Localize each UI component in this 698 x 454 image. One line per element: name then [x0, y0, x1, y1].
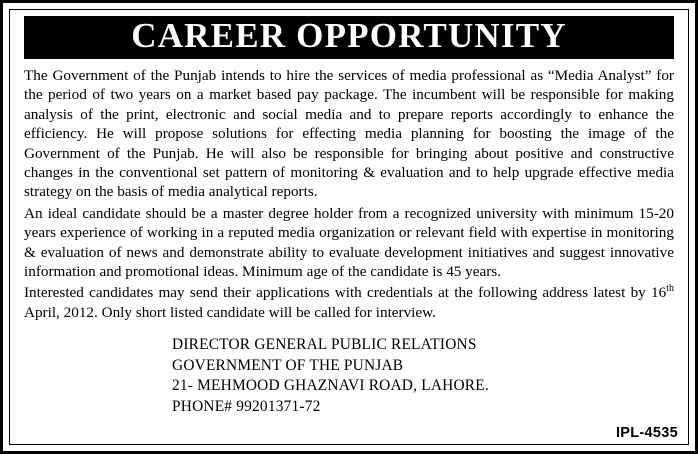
- paragraph-candidate-requirements: An ideal candidate should be a master degree holder from a recognized university with minimum 15-20 years experience of working in a reputed media organization or relevant field with expertise in monitoring & evaluation of news and demonstrate ability to evaluate development initiatives and suggest innovative information and promotional ideas. Minimum age of the candidate is 45 years.: [24, 204, 674, 281]
- paragraph-application-instructions: [24, 283, 674, 322]
- date-ordinal-suffix: th: [666, 283, 674, 295]
- reference-code: IPL-4535: [615, 425, 678, 441]
- signature-line-address: 21- MEHMOOD GHAZNAVI ROAD, LAHORE.: [172, 377, 489, 395]
- paragraph-job-description: The Government of the Punjab intends to hire the services of media professional as “Media Analyst” for the period of two years on a market based pay package. The incumbent will be responsible for making analysis of the print, electronic and social media and to prepare reports accordingly to enhance the efficiency. He will propose solutions for effecting media planning for boosting the image of the Government of the Punjab. He will also be responsible for bringing about positive and constructive changes in the conventional set pattern of monitoring & evaluation and to help upgrade effective media strategy on the basis of media analytical reports.: [24, 67, 674, 201]
- ad-inner-frame: [9, 9, 689, 445]
- closing-text-before-date: Interested candidates may send their applications with credentials at the following address latest by 16: [24, 284, 667, 302]
- signature-line-phone: PHONE# 99201371-72: [172, 397, 321, 415]
- page-title: CAREER OPPORTUNITY: [131, 16, 567, 55]
- headline-band: [24, 16, 674, 59]
- signature-line-designation: DIRECTOR GENERAL PUBLIC RELATIONS: [172, 336, 477, 354]
- signature-line-government: GOVERNMENT OF THE PUNJAB: [172, 356, 404, 374]
- signature-block: [24, 335, 674, 417]
- closing-text-after-date: April, 2012. Only short listed candidate will be called for interview.: [24, 303, 436, 321]
